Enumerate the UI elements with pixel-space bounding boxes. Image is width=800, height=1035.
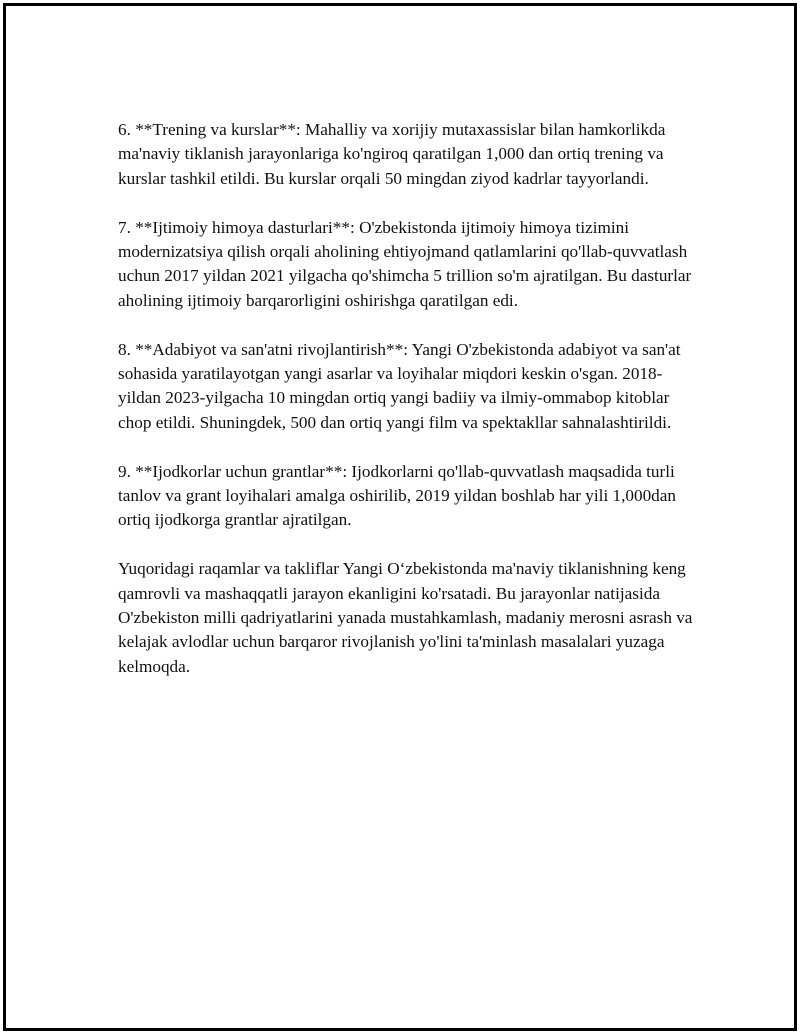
paragraph-adabiyot-va-sanat: 8. **Adabiyot va san'atni rivojlantirish**: Yangi O'zbekistonda adabiyot va san'at sohasida yaratilayotgan yangi asarlar va loyihalar miqdori keskin o'sgan. 2018-yildan 2023-yilgacha 10 mingdan ortiq yangi badiiy va ilmiy-ommabop kitoblar chop etildi. Shuningdek, 500 dan ortiq yangi film va spektakllar sahnalashtirildi. — [118, 339, 681, 432]
paragraph-ijodkorlar-grantlar: 9. **Ijodkorlar uchun grantlar**: Ijodkorlarni qo'llab-quvvatlash maqsadida turli tanlov va grant loyihalari amalga oshirilib, 2019 yildan boshlab har yili 1,000dan ortiq ijodkorga grantlar ajratilgan. — [118, 461, 676, 530]
paragraph-trening-va-kurslar: 6. **Trening va kurslar**: Mahalliy va xorijiy mutaxassislar bilan hamkorlikda ma'naviy tiklanish jarayonlariga ko'ngiroq qaratilgan 1,000 dan ortiq trening va kurslar tashkil etildi. Bu kurslar orqali 50 mingdan ziyod kadrlar tayyorlandi. — [118, 120, 666, 188]
paragraph-conclusion: Yuqoridagi raqamlar va takliflar Yangi O‘zbekistonda ma'naviy tiklanishning keng qamrovli va mashaqqatli jarayon ekanligini ko'rsatadi. Bu jarayonlar natijasida O'zbekiston milli qadriyatlarini yanada mustahkamlash, madaniy merosni asrash va kelajak avlodlar uchun barqaror rivojlanish yo'lini ta'minlash masalalari yuzaga kelmoqda. — [118, 559, 693, 676]
document-body — [118, 118, 698, 704]
paragraph-ijtimoiy-himoya: 7. **Ijtimoiy himoya dasturlari**: O'zbekistonda ijtimoiy himoya tizimini modernizatsiya qilish orqali aholining ehtiyojmand qatlamlarini qo'llab-quvvatlash uchun 2017 yildan 2021 yilgacha qo'shimcha 5 trillion so'm ajratilgan. Bu dasturlar aholining ijtimoiy barqarorligini oshirishga qaratilgan edi. — [118, 217, 692, 310]
